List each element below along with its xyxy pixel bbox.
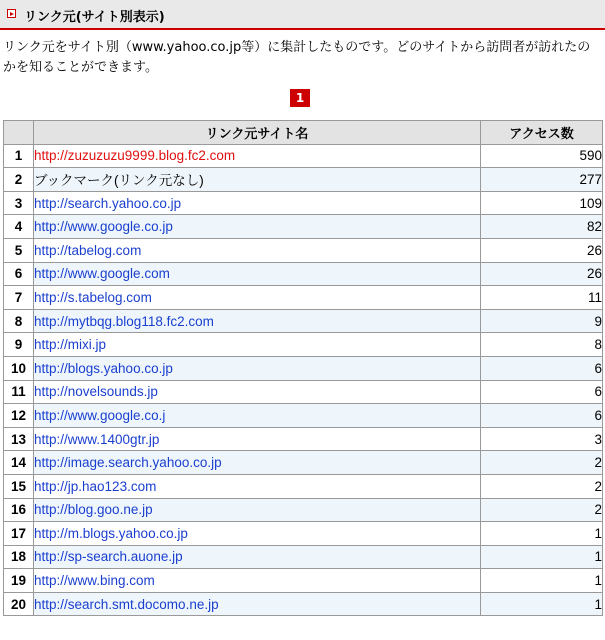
row-rank: 8 xyxy=(4,309,34,333)
row-access-count: 11 xyxy=(481,286,603,310)
row-access-count: 82 xyxy=(481,215,603,239)
row-access-count: 590 xyxy=(481,144,603,168)
row-rank: 6 xyxy=(4,262,34,286)
site-link[interactable]: http://m.blogs.yahoo.co.jp xyxy=(34,525,188,541)
table-row xyxy=(4,309,603,333)
row-site-cell xyxy=(34,522,481,546)
site-link[interactable]: http://image.search.yahoo.co.jp xyxy=(34,455,222,471)
row-rank: 20 xyxy=(4,592,34,616)
row-site-cell xyxy=(34,144,481,168)
row-rank: 7 xyxy=(4,286,34,310)
row-site-cell xyxy=(34,333,481,357)
table-row xyxy=(4,522,603,546)
site-link[interactable]: http://sp-search.auone.jp xyxy=(34,549,183,565)
row-access-count: 1 xyxy=(481,569,603,593)
page-number-current[interactable]: 1 xyxy=(290,89,310,107)
row-site-cell xyxy=(34,451,481,475)
row-rank: 18 xyxy=(4,545,34,569)
column-header-rank xyxy=(4,121,34,145)
table-row xyxy=(4,545,603,569)
row-site-cell xyxy=(34,215,481,239)
row-access-count: 2 xyxy=(481,498,603,522)
row-rank: 4 xyxy=(4,215,34,239)
row-access-count: 9 xyxy=(481,309,603,333)
row-access-count: 1 xyxy=(481,545,603,569)
row-access-count: 2 xyxy=(481,474,603,498)
row-access-count: 26 xyxy=(481,238,603,262)
row-access-count: 26 xyxy=(481,262,603,286)
site-link[interactable]: http://jp.hao123.com xyxy=(34,478,157,494)
column-header-site: リンク元サイト名 xyxy=(34,121,481,145)
site-link[interactable]: http://s.tabelog.com xyxy=(34,289,152,305)
row-site-cell xyxy=(34,286,481,310)
row-rank: 2 xyxy=(4,168,34,192)
table-row xyxy=(4,380,603,404)
arrow-box-icon xyxy=(7,9,16,18)
site-link[interactable]: http://novelsounds.jp xyxy=(34,384,158,400)
row-site-cell xyxy=(34,474,481,498)
row-rank: 12 xyxy=(4,404,34,428)
row-access-count: 1 xyxy=(481,522,603,546)
row-rank: 14 xyxy=(4,451,34,475)
row-site-cell xyxy=(34,545,481,569)
row-site-cell xyxy=(34,498,481,522)
row-site-cell xyxy=(34,262,481,286)
table-row xyxy=(4,238,603,262)
table-row xyxy=(4,168,603,192)
table-row xyxy=(4,427,603,451)
site-link[interactable]: http://www.1400gtr.jp xyxy=(34,431,160,447)
site-link[interactable]: http://mytbqg.blog118.fc2.com xyxy=(34,313,214,329)
site-link[interactable]: http://zuzuzuzu9999.blog.fc2.com xyxy=(34,148,236,164)
site-link[interactable]: http://tabelog.com xyxy=(34,242,142,258)
site-link[interactable]: http://search.smt.docomo.ne.jp xyxy=(34,596,219,612)
row-site-cell xyxy=(34,404,481,428)
table-row xyxy=(4,451,603,475)
row-rank: 16 xyxy=(4,498,34,522)
site-link[interactable]: http://www.google.co.j xyxy=(34,407,166,423)
site-label: ブックマーク(リンク元なし) xyxy=(34,173,204,189)
table-row xyxy=(4,356,603,380)
row-site-cell xyxy=(34,592,481,616)
table-row xyxy=(4,404,603,428)
row-site-cell xyxy=(34,356,481,380)
table-row xyxy=(4,262,603,286)
site-link[interactable]: http://mixi.jp xyxy=(34,337,107,353)
row-rank: 5 xyxy=(4,238,34,262)
referrer-table xyxy=(3,120,603,616)
row-site-cell xyxy=(34,569,481,593)
row-rank: 3 xyxy=(4,191,34,215)
row-site-cell xyxy=(34,427,481,451)
table-header-row xyxy=(4,121,603,145)
table-row xyxy=(4,498,603,522)
row-site-cell xyxy=(34,380,481,404)
description-text: リンク元をサイト別（www.yahoo.co.jp等）に集計したものです。どのサイトから訪問者が訪れたのかを知ることができます。 xyxy=(3,40,591,75)
row-rank: 9 xyxy=(4,333,34,357)
row-rank: 19 xyxy=(4,569,34,593)
site-link[interactable]: http://blog.goo.ne.jp xyxy=(34,502,153,518)
row-access-count: 2 xyxy=(481,451,603,475)
row-access-count: 8 xyxy=(481,333,603,357)
row-site-cell xyxy=(34,168,481,192)
row-access-count: 3 xyxy=(481,427,603,451)
section-title: リンク元(サイト別表示) xyxy=(24,10,165,25)
row-rank: 15 xyxy=(4,474,34,498)
row-access-count: 6 xyxy=(481,404,603,428)
row-access-count: 109 xyxy=(481,191,603,215)
site-link[interactable]: http://www.bing.com xyxy=(34,573,155,589)
column-header-count: アクセス数 xyxy=(481,121,603,145)
row-rank: 17 xyxy=(4,522,34,546)
table-body xyxy=(4,144,603,616)
table-row xyxy=(4,144,603,168)
row-rank: 11 xyxy=(4,380,34,404)
row-rank: 1 xyxy=(4,144,34,168)
row-rank: 10 xyxy=(4,356,34,380)
site-link[interactable]: http://www.google.co.jp xyxy=(34,219,173,235)
row-access-count: 6 xyxy=(481,380,603,404)
site-link[interactable]: http://blogs.yahoo.co.jp xyxy=(34,360,173,376)
site-link[interactable]: http://search.yahoo.co.jp xyxy=(34,195,182,211)
table-row xyxy=(4,286,603,310)
row-access-count: 1 xyxy=(481,592,603,616)
table-row xyxy=(4,191,603,215)
row-access-count: 6 xyxy=(481,356,603,380)
site-link[interactable]: http://www.google.com xyxy=(34,266,170,282)
row-site-cell xyxy=(34,309,481,333)
section-header xyxy=(0,0,605,30)
table-row xyxy=(4,215,603,239)
table-row xyxy=(4,592,603,616)
row-rank: 13 xyxy=(4,427,34,451)
row-site-cell xyxy=(34,238,481,262)
row-site-cell xyxy=(34,191,481,215)
table-row xyxy=(4,569,603,593)
table-row xyxy=(4,333,603,357)
table-row xyxy=(4,474,603,498)
row-access-count: 277 xyxy=(481,168,603,192)
